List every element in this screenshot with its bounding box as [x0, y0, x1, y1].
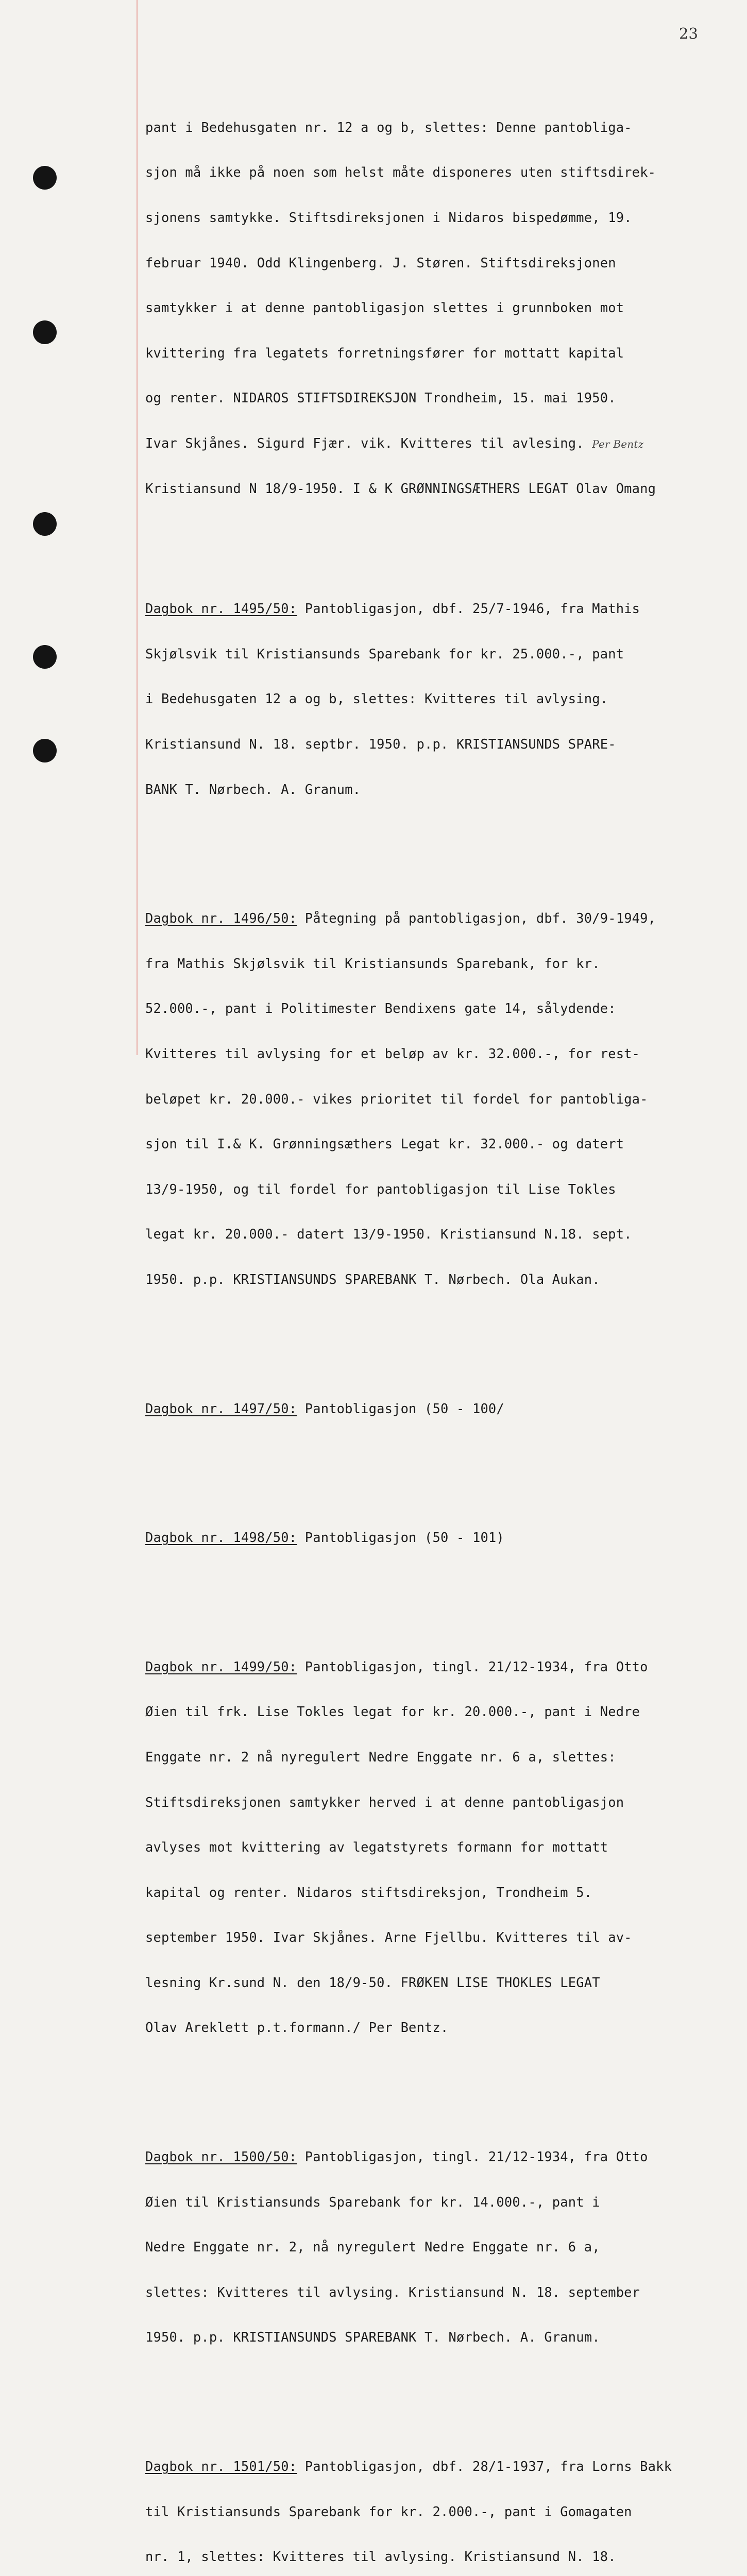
journal-entry: [145, 2429, 738, 2576]
text-line: sjon til I.& K. Grønningsæthers Legat kr. 32.000.- og datert: [145, 1136, 624, 1152]
text-line: Nedre Enggate nr. 2, nå nyregulert Nedre Enggate nr. 6 a,: [145, 2239, 600, 2255]
text-line: [145, 1401, 738, 1416]
text-line: avlyses mot kvittering av legatstyrets formann for mottatt: [145, 1839, 608, 1855]
text-line: Kvitteres til avlysing for et beløp av kr. 32.000.-, for rest-: [145, 1045, 640, 1061]
text-line: samtykker i at denne pantobligasjon slettes i grunnboken mot: [145, 300, 624, 316]
text-line: [145, 1530, 738, 1545]
text-fragment: Pantobligasjon, dbf. 25/7-1946, fra Mathis: [297, 601, 640, 617]
text-fragment: Pantobligasjon, tingl. 21/12-1934, fra Otto: [297, 1658, 648, 1674]
text-line: 52.000.-, pant i Politimester Bendixens gate 14, sålydende:: [145, 1001, 616, 1016]
text-line: [145, 2149, 738, 2164]
text-line: Enggate nr. 2 nå nyregulert Nedre Enggate nr. 6 a, slettes:: [145, 1749, 616, 1765]
text-fragment: Ivar Skjånes. Sigurd Fjær. vik. Kvitteres til avlesing.: [145, 435, 584, 451]
journal-reference: Dagbok nr. 1501/50:: [145, 2459, 297, 2475]
text-line: Øien til frk. Lise Tokles legat for kr. 20.000.-, pant i Nedre: [145, 1704, 640, 1720]
punch-hole: [33, 320, 57, 344]
punch-hole: [33, 166, 57, 190]
ledger-text: [145, 60, 738, 2576]
text-line: Olav Areklett p.t.formann./ Per Bentz.: [145, 2020, 449, 2036]
text-line: Stiftsdireksjonen samtykker herved i at denne pantobligasjon: [145, 1794, 624, 1810]
punch-hole: [33, 739, 57, 762]
text-line: og renter. NIDAROS STIFTSDIREKSJON Trondheim, 15. mai 1950.: [145, 390, 616, 406]
margin-line: [137, 0, 138, 1055]
text-fragment: Pantobligasjon (50 - 100/: [297, 1400, 504, 1416]
text-line: slettes: Kvitteres til avlysing. Kristiansund N. 18. september: [145, 2284, 640, 2300]
text-fragment: Pantobligasjon, tingl. 21/12-1934, fra Otto: [297, 2149, 648, 2165]
journal-entry: [145, 571, 738, 827]
text-line: kvittering fra legatets forretningsfører for mottatt kapital: [145, 345, 624, 361]
text-line: lesning Kr.sund N. den 18/9-50. FRØKEN LISE THOKLES LEGAT: [145, 1974, 600, 1990]
text-line: beløpet kr. 20.000.- vikes prioritet til fordel for pantobliga-: [145, 1091, 648, 1107]
text-line: [145, 601, 738, 616]
text-line: Kristiansund N. 18. septbr. 1950. p.p. KRISTIANSUNDS SPARE-: [145, 736, 616, 752]
text-line: [145, 436, 738, 451]
page-number: 23: [679, 25, 698, 42]
intro-entry: [145, 90, 738, 526]
text-line: pant i Bedehusgaten nr. 12 a og b, slettes: Denne pantobliga-: [145, 119, 632, 135]
text-line: BANK T. Nørbech. A. Granum.: [145, 781, 361, 797]
punch-hole: [33, 645, 57, 669]
journal-reference: Dagbok nr. 1496/50:: [145, 910, 297, 926]
journal-reference: Dagbok nr. 1499/50:: [145, 1658, 297, 1674]
text-line: sjon må ikke på noen som helst måte disponeres uten stiftsdirek-: [145, 164, 656, 180]
text-line: legat kr. 20.000.- datert 13/9-1950. Kristiansund N.18. sept.: [145, 1226, 632, 1242]
text-line: [145, 1659, 738, 1674]
journal-entry: [145, 2120, 738, 2375]
text-line: Skjølsvik til Kristiansunds Sparebank for kr. 25.000.-, pant: [145, 646, 624, 662]
text-line: [145, 911, 738, 926]
text-line: nr. 1, slettes: Kvitteres til avlysing. Kristiansund N. 18.: [145, 2549, 616, 2565]
text-line: 13/9-1950, og til fordel for pantobligasjon til Lise Tokles: [145, 1181, 616, 1197]
journal-reference: Dagbok nr. 1495/50:: [145, 601, 297, 617]
text-line: sjonens samtykke. Stiftsdireksjonen i Nidaros bispedømme, 19.: [145, 210, 632, 225]
journal-reference: Dagbok nr. 1500/50:: [145, 2149, 297, 2165]
journal-reference: Dagbok nr. 1497/50:: [145, 1400, 297, 1416]
text-line: 1950. p.p. KRISTIANSUNDS SPAREBANK T. Nørbech. Ola Aukan.: [145, 1271, 600, 1287]
handwritten-signature: Per Bentz: [592, 437, 644, 450]
text-fragment: Pantobligasjon (50 - 101): [297, 1530, 504, 1546]
text-line: fra Mathis Skjølsvik til Kristiansunds Sparebank, for kr.: [145, 955, 600, 971]
journal-reference: Dagbok nr. 1498/50:: [145, 1530, 297, 1546]
text-line: februar 1940. Odd Klingenberg. J. Støren. Stiftsdireksjonen: [145, 255, 616, 270]
punch-hole: [33, 512, 57, 536]
text-line: i Bedehusgaten 12 a og b, slettes: Kvitteres til avlysing.: [145, 691, 608, 707]
text-line: til Kristiansunds Sparebank for kr. 2.000.-, pant i Gomagaten: [145, 2503, 632, 2519]
journal-entry: [145, 881, 738, 1317]
journal-entry: [145, 1371, 738, 1446]
text-line: september 1950. Ivar Skjånes. Arne Fjellbu. Kvitteres til av-: [145, 1929, 632, 1945]
text-line: Kristiansund N 18/9-1950. I & K GRØNNINGSÆTHERS LEGAT Olav Omang: [145, 480, 656, 496]
text-fragment: Pantobligasjon, dbf. 28/1-1937, fra Lorns Bakk: [297, 2459, 672, 2475]
journal-entry: [145, 1500, 738, 1575]
text-line: Øien til Kristiansunds Sparebank for kr. 14.000.-, pant i: [145, 2194, 600, 2210]
text-line: kapital og renter. Nidaros stiftsdireksjon, Trondheim 5.: [145, 1884, 592, 1900]
text-line: [145, 2459, 738, 2474]
journal-entry: [145, 1629, 738, 2065]
text-fragment: Påtegning på pantobligasjon, dbf. 30/9-1949,: [297, 910, 656, 926]
text-line: 1950. p.p. KRISTIANSUNDS SPAREBANK T. Nørbech. A. Granum.: [145, 2329, 600, 2345]
